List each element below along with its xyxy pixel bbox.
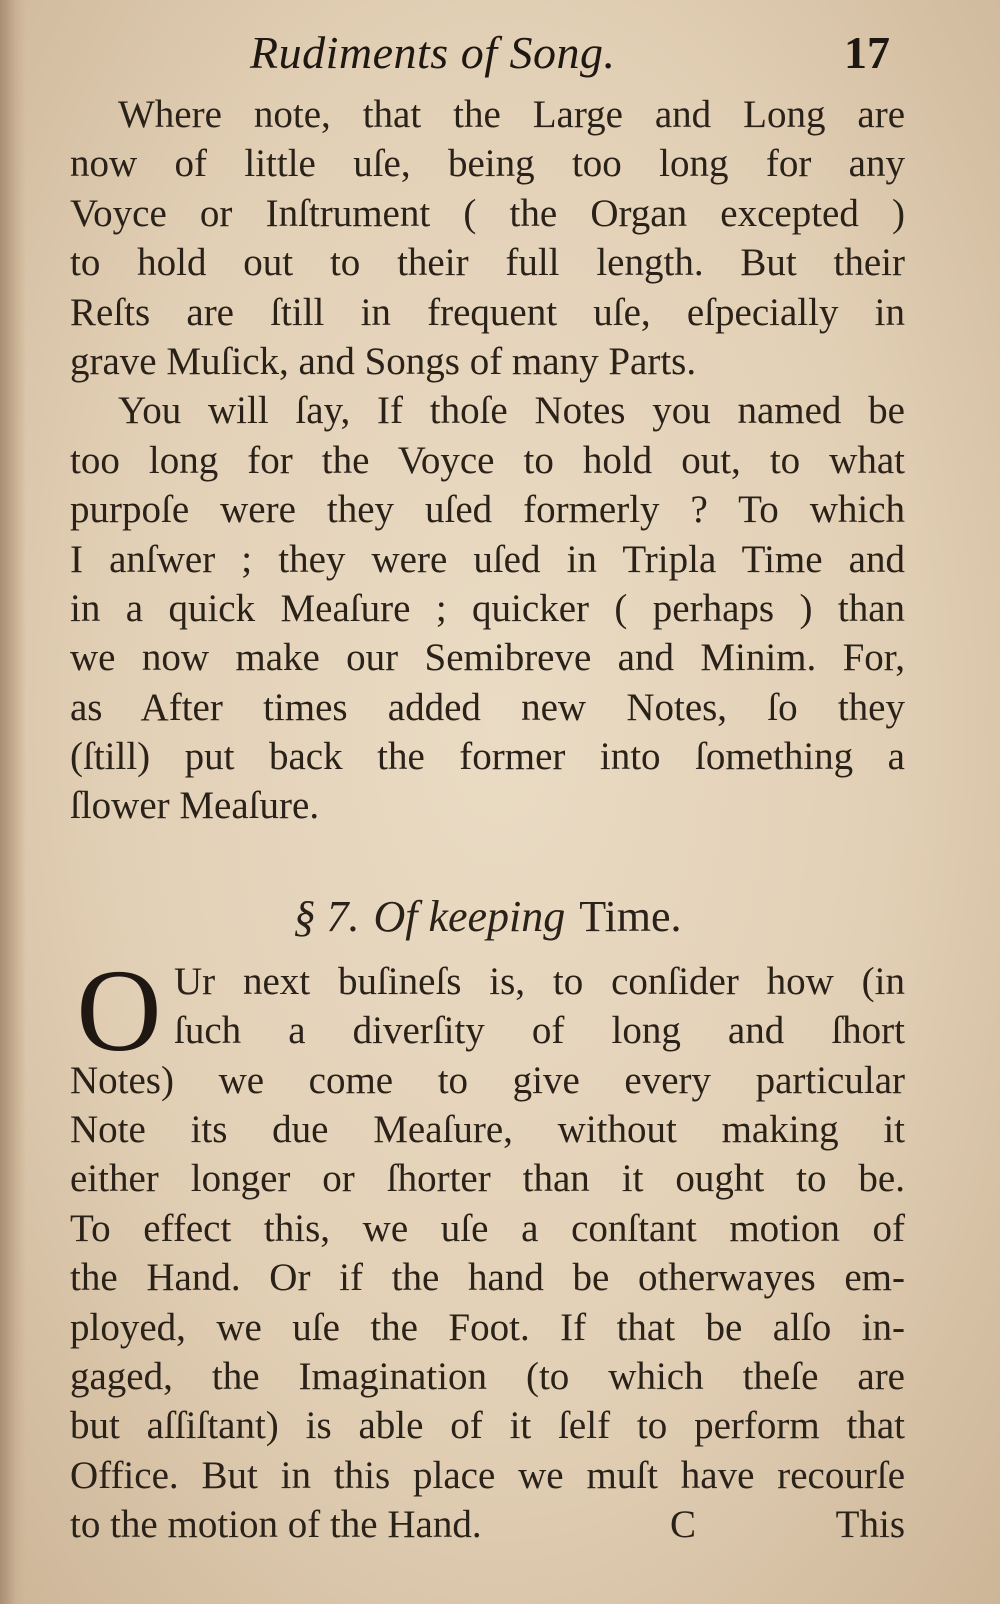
text-line: Ur next buſineſs is, to conſider how (in — [174, 959, 905, 1003]
text-line: to hold out to their full length. But their — [70, 241, 905, 285]
text-line: the Hand. Or if the hand be otherwayes em- — [70, 1256, 905, 1300]
text-line: Reſts are ſtill in frequent uſe, eſpecially in — [70, 290, 905, 334]
text-line: but aſſiſtant) is able of it ſelf to perform that — [70, 1404, 905, 1448]
page-header — [250, 18, 910, 88]
text-line: in a quick Meaſure ; quicker ( perhaps ) than — [70, 586, 905, 630]
section-title-roman: Time. — [579, 891, 682, 941]
text-line: ſuch a diverſity of long and ſhort — [174, 1009, 905, 1053]
page-number: 17 — [844, 27, 890, 78]
text-line: Office. But in this place we muſt have recourſe — [70, 1453, 905, 1497]
text-line: (ſtill) put back the former into ſomething a — [70, 735, 905, 779]
text-line: we now make our Semibreve and Minim. For, — [70, 636, 905, 680]
text-block — [70, 90, 905, 1550]
paragraph-2 — [70, 386, 905, 831]
text-line: You will ſay, If thoſe Notes you named be — [118, 389, 905, 433]
running-title: Rudiments of Song. — [250, 27, 616, 78]
binding-edge — [0, 0, 26, 1604]
text-line: grave Muſick, and Songs of many Parts. — [70, 339, 697, 383]
last-line — [70, 1500, 905, 1549]
text-line-end: to the motion of the Hand. — [70, 1503, 482, 1547]
section-title-italic: Of keeping — [373, 891, 566, 941]
text-line: either longer or ſhorter than it ought to be. — [70, 1157, 905, 1201]
text-line: purpoſe were they uſed formerly ? To which — [70, 488, 905, 532]
section-heading — [70, 883, 905, 951]
text-line: Voyce or Inſtrument ( the Organ excepted ) — [70, 191, 905, 235]
text-line: as After times added new Notes, ſo they — [70, 685, 905, 729]
paragraph-1 — [70, 90, 905, 386]
text-line: To effect this, we uſe a conſtant motion of — [70, 1206, 905, 1250]
text-line: too long for the Voyce to hold out, to what — [70, 438, 905, 482]
paragraph-3 — [70, 944, 905, 1550]
section-number: § 7. — [293, 891, 360, 941]
text-line: I anſwer ; they were uſed in Tripla Time and — [70, 537, 905, 581]
drop-cap: O — [76, 944, 162, 1076]
catchword: This — [835, 1503, 905, 1547]
text-line: Note its due Meaſure, without making it — [70, 1108, 905, 1152]
text-line: Where note, that the Large and Long are — [118, 93, 905, 136]
text-line: ployed, we uſe the Foot. If that be alſo in- — [70, 1305, 905, 1349]
signature-mark: C — [670, 1503, 697, 1547]
text-line: ſlower Meaſure. — [70, 784, 320, 828]
text-line: gaged, the Imagination (to which theſe are — [70, 1354, 905, 1398]
text-line: Notes) we come to give every particular — [70, 1058, 905, 1102]
text-line: now of little uſe, being too long for any — [70, 142, 905, 186]
